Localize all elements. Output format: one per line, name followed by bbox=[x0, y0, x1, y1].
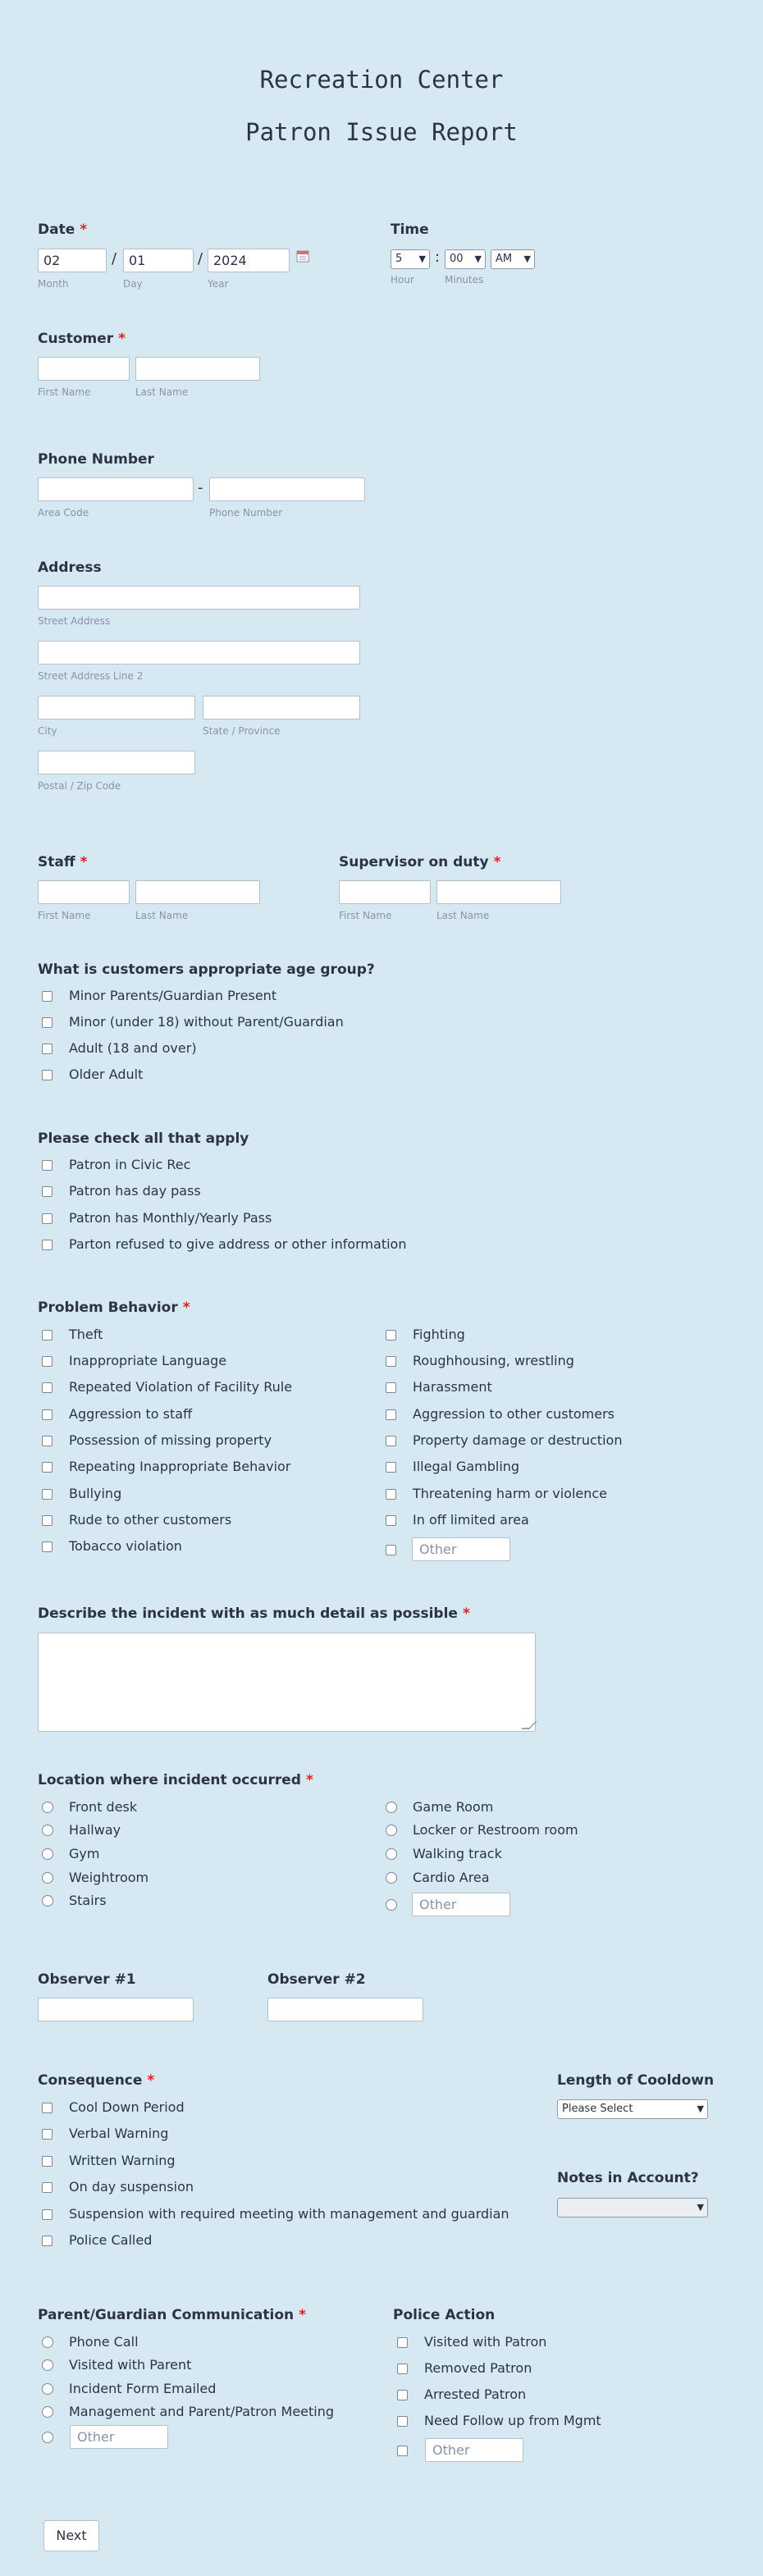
checkbox[interactable] bbox=[42, 1356, 53, 1367]
checkbox[interactable] bbox=[386, 1462, 396, 1473]
checkbox[interactable] bbox=[42, 1186, 53, 1197]
checkbox[interactable] bbox=[42, 2236, 53, 2246]
option-label: Property damage or destruction bbox=[413, 1432, 623, 1448]
time-minutes-value: 00 bbox=[450, 253, 464, 265]
date-separator: / bbox=[112, 250, 117, 267]
street-address-input[interactable] bbox=[38, 586, 360, 610]
checkbox[interactable] bbox=[42, 1330, 53, 1341]
checkbox[interactable] bbox=[397, 2446, 408, 2456]
checkbox[interactable] bbox=[42, 1070, 53, 1080]
time-ampm-select[interactable] bbox=[491, 249, 535, 269]
phone-number-input[interactable] bbox=[209, 477, 365, 501]
staff-first-sublabel: First Name bbox=[38, 910, 91, 921]
option-label: Aggression to staff bbox=[69, 1406, 193, 1422]
date-day-sublabel: Day bbox=[123, 278, 143, 290]
time-hour-select[interactable] bbox=[391, 249, 430, 269]
checkbox[interactable] bbox=[42, 1462, 53, 1473]
time-hour-sublabel: Hour bbox=[391, 274, 414, 285]
chevron-down-icon: ▼ bbox=[418, 253, 426, 264]
observer-1-label: Observer #1 bbox=[38, 1971, 136, 1988]
option-label: Visited with Patron bbox=[424, 2334, 547, 2350]
city-sublabel: City bbox=[38, 725, 57, 737]
checkbox[interactable] bbox=[42, 1515, 53, 1526]
guardian-label bbox=[38, 2307, 306, 2323]
police-action-label: Police Action bbox=[393, 2307, 496, 2323]
option-label: Locker or Restroom room bbox=[413, 1822, 578, 1838]
phone-separator: - bbox=[198, 479, 203, 496]
date-year-sublabel: Year bbox=[208, 278, 229, 290]
checkbox[interactable] bbox=[42, 991, 53, 1002]
option-label: Repeated Violation of Facility Rule bbox=[69, 1379, 293, 1395]
option-label: Arrested Patron bbox=[424, 2386, 527, 2402]
checkbox[interactable] bbox=[42, 1409, 53, 1420]
option-label: Weightroom bbox=[69, 1870, 149, 1885]
radio[interactable] bbox=[386, 1872, 397, 1884]
required-mark: * bbox=[462, 1605, 470, 1622]
option-label: Walking track bbox=[413, 1846, 502, 1861]
checkbox[interactable] bbox=[386, 1382, 396, 1393]
checkbox[interactable] bbox=[397, 2416, 408, 2427]
radio[interactable] bbox=[386, 1848, 397, 1860]
checkbox[interactable] bbox=[386, 1436, 396, 1446]
date-month-input[interactable]: 02 bbox=[38, 249, 107, 272]
zip-sublabel: Postal / Zip Code bbox=[38, 780, 121, 792]
option-label: Phone Call bbox=[69, 2334, 139, 2350]
radio[interactable] bbox=[386, 1802, 397, 1813]
staff-label-text: Staff bbox=[38, 854, 75, 870]
option-label: Stairs bbox=[69, 1893, 107, 1908]
street-address-2-sublabel: Street Address Line 2 bbox=[38, 670, 144, 682]
chevron-down-icon: ▼ bbox=[523, 253, 531, 264]
option-label: Verbal Warning bbox=[69, 2126, 169, 2141]
checkbox[interactable] bbox=[386, 1545, 396, 1555]
radio[interactable] bbox=[42, 1872, 53, 1884]
state-sublabel: State / Province bbox=[203, 725, 281, 737]
police-other-input[interactable]: Other bbox=[425, 2438, 523, 2462]
street-address-2-input[interactable] bbox=[38, 641, 360, 665]
form-subtitle: Patron Issue Report bbox=[245, 118, 518, 146]
option-label: Cool Down Period bbox=[69, 2099, 185, 2115]
radio[interactable] bbox=[386, 1825, 397, 1836]
required-mark: * bbox=[182, 1299, 190, 1316]
calendar-icon[interactable] bbox=[296, 249, 309, 263]
next-button[interactable]: Next bbox=[43, 2520, 99, 2551]
age-group-label: What is customers appropriate age group? bbox=[38, 961, 375, 978]
customer-first-name-input[interactable] bbox=[38, 357, 130, 381]
checkbox[interactable] bbox=[42, 1044, 53, 1054]
option-label: Need Follow up from Mgmt bbox=[424, 2413, 601, 2428]
checkbox[interactable] bbox=[42, 1017, 53, 1028]
option-label: Minor (under 18) without Parent/Guardian bbox=[69, 1014, 344, 1030]
option-label: Possession of missing property bbox=[69, 1432, 272, 1448]
location-label-text: Location where incident occurred bbox=[38, 1772, 301, 1788]
problem-behavior-label-text: Problem Behavior bbox=[38, 1299, 178, 1316]
customer-label bbox=[38, 331, 126, 347]
problem-behavior-label bbox=[38, 1299, 190, 1316]
checkbox[interactable] bbox=[386, 1356, 396, 1367]
notes-select[interactable] bbox=[557, 2198, 708, 2217]
required-mark: * bbox=[118, 331, 126, 347]
required-mark: * bbox=[493, 854, 501, 870]
checkbox[interactable] bbox=[386, 1409, 396, 1420]
option-label: Minor Parents/Guardian Present bbox=[69, 988, 277, 1003]
guardian-other-input[interactable]: Other bbox=[70, 2425, 168, 2449]
consequence-label-text: Consequence bbox=[38, 2072, 143, 2089]
supervisor-first-name-input[interactable] bbox=[339, 880, 431, 904]
checkbox[interactable] bbox=[42, 2129, 53, 2140]
radio[interactable] bbox=[42, 2406, 53, 2418]
option-label: Inappropriate Language bbox=[69, 1353, 227, 1368]
date-day-input[interactable]: 01 bbox=[123, 249, 194, 272]
option-label: Patron has day pass bbox=[69, 1183, 201, 1199]
cooldown-label: Length of Cooldown bbox=[557, 2072, 715, 2089]
required-mark: * bbox=[147, 2072, 155, 2089]
phone-area-sublabel: Area Code bbox=[38, 507, 89, 518]
time-minutes-sublabel: Minutes bbox=[445, 274, 484, 285]
option-label: In off limited area bbox=[413, 1512, 529, 1528]
option-label: Illegal Gambling bbox=[413, 1459, 520, 1474]
checkbox[interactable] bbox=[42, 1489, 53, 1500]
required-mark: * bbox=[80, 222, 88, 238]
incident-description-textarea[interactable] bbox=[38, 1633, 536, 1732]
date-label-text: Date bbox=[38, 222, 75, 238]
option-label: Patron has Monthly/Yearly Pass bbox=[69, 1210, 272, 1226]
radio[interactable] bbox=[386, 1899, 397, 1911]
checkbox[interactable] bbox=[42, 1541, 53, 1552]
notes-label: Notes in Account? bbox=[557, 2170, 699, 2186]
option-label: Older Adult bbox=[69, 1066, 144, 1082]
location-label bbox=[38, 1772, 313, 1788]
required-mark: * bbox=[299, 2307, 307, 2323]
option-label: Aggression to other customers bbox=[413, 1406, 615, 1422]
option-label: Front desk bbox=[69, 1799, 138, 1815]
customer-label-text: Customer bbox=[38, 331, 114, 347]
customer-first-sublabel: First Name bbox=[38, 386, 91, 398]
option-label: Patron in Civic Rec bbox=[69, 1157, 191, 1172]
time-label: Time bbox=[391, 222, 429, 238]
date-year-input[interactable]: 2024 bbox=[208, 249, 290, 272]
form-title: Recreation Center bbox=[259, 66, 504, 94]
option-label: Management and Parent/Patron Meeting bbox=[69, 2404, 335, 2419]
checkbox[interactable] bbox=[42, 1213, 53, 1224]
checkbox[interactable] bbox=[386, 1515, 396, 1526]
option-label: Fighting bbox=[413, 1327, 465, 1342]
option-label: Removed Patron bbox=[424, 2360, 532, 2376]
time-minutes-select[interactable] bbox=[445, 249, 486, 269]
checkbox[interactable] bbox=[42, 2156, 53, 2167]
radio[interactable] bbox=[42, 2359, 53, 2371]
phone-number-sublabel: Phone Number bbox=[209, 507, 283, 518]
checkbox[interactable] bbox=[42, 2103, 53, 2113]
checkbox[interactable] bbox=[42, 2182, 53, 2193]
checkbox[interactable] bbox=[42, 2209, 53, 2220]
observer-2-input[interactable] bbox=[267, 1998, 423, 2021]
radio[interactable] bbox=[42, 2336, 53, 2348]
radio[interactable] bbox=[42, 2432, 53, 2443]
describe-label-text: Describe the incident with as much detail as possible bbox=[38, 1605, 458, 1622]
option-label: Repeating Inappropriate Behavior bbox=[69, 1459, 291, 1474]
phone-label: Phone Number bbox=[38, 451, 154, 468]
option-label: Visited with Parent bbox=[69, 2357, 192, 2373]
staff-label bbox=[38, 854, 88, 870]
option-label: Hallway bbox=[69, 1822, 121, 1838]
radio[interactable] bbox=[42, 1895, 53, 1907]
date-label bbox=[38, 222, 87, 238]
date-separator: / bbox=[198, 250, 203, 267]
resize-grip-icon[interactable] bbox=[521, 1721, 537, 1729]
cooldown-select[interactable] bbox=[557, 2099, 708, 2119]
checkbox[interactable] bbox=[42, 1240, 53, 1250]
option-label: Cardio Area bbox=[413, 1870, 490, 1885]
option-label: On day suspension bbox=[69, 2179, 194, 2195]
option-label: Rude to other customers bbox=[69, 1512, 232, 1528]
chevron-down-icon: ▼ bbox=[697, 2202, 704, 2213]
option-label: Adult (18 and over) bbox=[69, 1040, 197, 1056]
option-label: Police Called bbox=[69, 2232, 153, 2248]
staff-first-name-input[interactable] bbox=[38, 880, 130, 904]
guardian-label-text: Parent/Guardian Communication bbox=[38, 2307, 295, 2323]
required-mark: * bbox=[80, 854, 88, 870]
time-separator: : bbox=[435, 249, 441, 266]
supervisor-last-name-input[interactable] bbox=[436, 880, 561, 904]
street-address-sublabel: Street Address bbox=[38, 615, 111, 627]
time-hour-value: 5 bbox=[395, 253, 403, 265]
address-label: Address bbox=[38, 560, 102, 576]
checkbox[interactable] bbox=[386, 1489, 396, 1500]
observer-1-input[interactable] bbox=[38, 1998, 194, 2021]
checkbox[interactable] bbox=[397, 2390, 408, 2400]
staff-last-name-input[interactable] bbox=[135, 880, 260, 904]
checkbox[interactable] bbox=[42, 1436, 53, 1446]
state-input[interactable] bbox=[203, 696, 360, 719]
supervisor-label bbox=[339, 854, 501, 870]
option-label: Bullying bbox=[69, 1486, 122, 1501]
customer-last-name-input[interactable] bbox=[135, 357, 260, 381]
describe-label bbox=[38, 1605, 470, 1622]
location-other-input[interactable]: Other bbox=[412, 1893, 510, 1916]
chevron-down-icon: ▼ bbox=[697, 2103, 704, 2114]
consequence-label bbox=[38, 2072, 154, 2089]
option-label: Written Warning bbox=[69, 2153, 176, 2168]
supervisor-first-sublabel: First Name bbox=[339, 910, 392, 921]
cooldown-value: Please Select bbox=[562, 2103, 633, 2115]
time-ampm-value: AM bbox=[496, 253, 513, 265]
observer-2-label: Observer #2 bbox=[267, 1971, 366, 1988]
customer-last-sublabel: Last Name bbox=[135, 386, 189, 398]
option-label: Suspension with required meeting with management and guardian bbox=[69, 2206, 509, 2222]
radio[interactable] bbox=[42, 2383, 53, 2395]
option-label: Parton refused to give address or other information bbox=[69, 1236, 407, 1252]
checkbox[interactable] bbox=[386, 1330, 396, 1341]
chevron-down-icon: ▼ bbox=[474, 253, 482, 264]
checkbox[interactable] bbox=[397, 2364, 408, 2374]
date-month-sublabel: Month bbox=[38, 278, 69, 290]
supervisor-last-sublabel: Last Name bbox=[436, 910, 490, 921]
required-mark: * bbox=[305, 1772, 313, 1788]
option-label: Gym bbox=[69, 1846, 100, 1861]
zip-input[interactable] bbox=[38, 751, 195, 774]
radio[interactable] bbox=[42, 1848, 53, 1860]
city-input[interactable] bbox=[38, 696, 195, 719]
supervisor-label-text: Supervisor on duty bbox=[339, 854, 489, 870]
radio[interactable] bbox=[42, 1802, 53, 1813]
option-label: Threatening harm or violence bbox=[413, 1486, 608, 1501]
staff-last-sublabel: Last Name bbox=[135, 910, 189, 921]
problem-other-input[interactable]: Other bbox=[412, 1537, 510, 1561]
radio[interactable] bbox=[42, 1825, 53, 1836]
option-label: Roughhousing, wrestling bbox=[413, 1353, 574, 1368]
option-label: Incident Form Emailed bbox=[69, 2381, 217, 2396]
phone-area-code-input[interactable] bbox=[38, 477, 194, 501]
option-label: Harassment bbox=[413, 1379, 492, 1395]
check-all-label: Please check all that apply bbox=[38, 1130, 249, 1147]
checkbox[interactable] bbox=[397, 2337, 408, 2348]
option-label: Tobacco violation bbox=[69, 1538, 182, 1554]
checkbox[interactable] bbox=[42, 1160, 53, 1171]
checkbox[interactable] bbox=[42, 1382, 53, 1393]
option-label: Theft bbox=[69, 1327, 103, 1342]
option-label: Game Room bbox=[413, 1799, 494, 1815]
